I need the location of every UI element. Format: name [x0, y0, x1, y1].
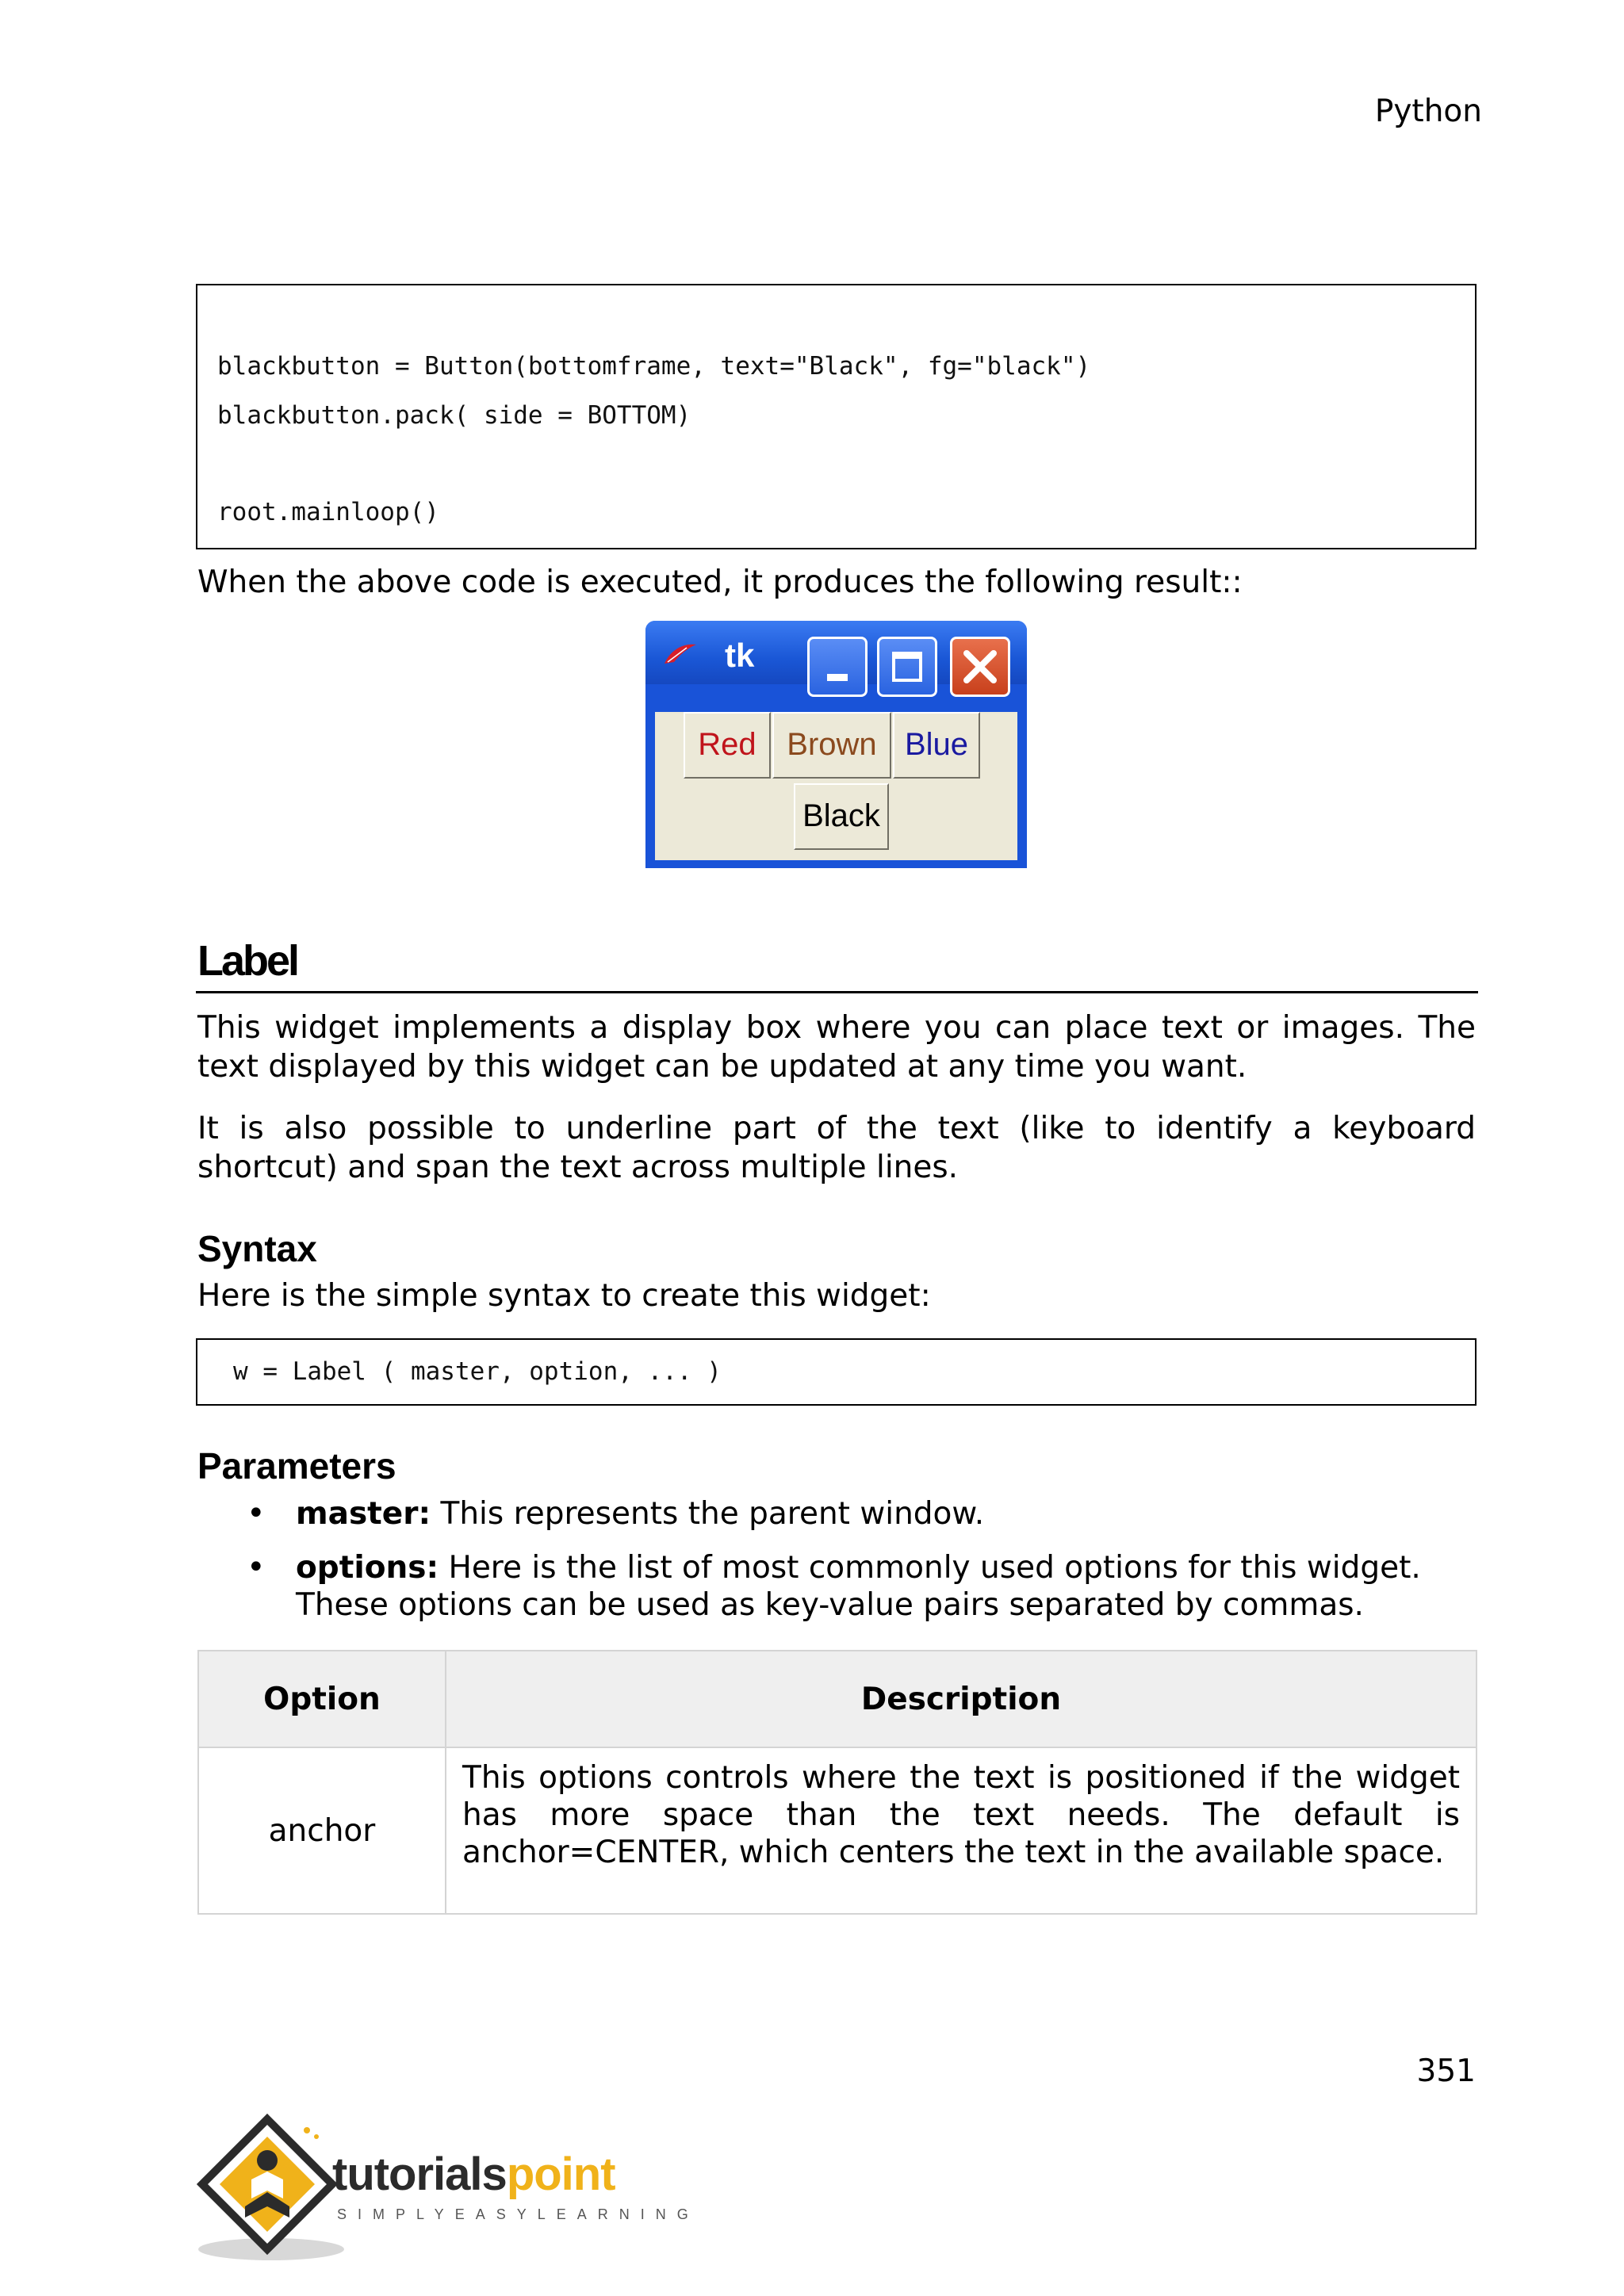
tk-window-screenshot [645, 621, 1027, 868]
code-block [196, 284, 1477, 549]
column-header-option: Option [198, 1651, 446, 1747]
list-item [296, 1549, 1477, 1624]
brown-button[interactable]: Brown [772, 712, 891, 779]
close-icon[interactable] [950, 637, 1010, 697]
parameters-heading: Parameters [197, 1445, 396, 1487]
logo-tagline: SIMPLYEASYLEARNING [337, 2206, 699, 2222]
syntax-code-block [196, 1338, 1477, 1406]
param-term: options: [296, 1550, 439, 1586]
paragraph: This widget implements a display box where you can place text or images. The text displayed by this widget can be updated at any time you want. [197, 1010, 1476, 1085]
paragraph: It is also possible to underline part of the text (like to identify a keyboard shortcut) and span the text across multiple lines. [197, 1111, 1476, 1185]
bullet-icon: • [247, 1549, 266, 1586]
table-header-row [198, 1651, 1477, 1747]
code-line: blackbutton = Button(bottomframe, text="Black", fg="black") [217, 352, 1091, 381]
result-intro: When the above code is executed, it produces the following result:: [197, 564, 1243, 600]
logo-text-right: point [506, 2149, 615, 2200]
tutorialspoint-logo [196, 2113, 699, 2263]
options-table [197, 1650, 1477, 1915]
tk-window-title: tk [725, 637, 755, 674]
blue-button[interactable]: Blue [893, 712, 980, 779]
code-line: w = Label ( master, option, ... ) [233, 1357, 722, 1386]
syntax-intro: Here is the simple syntax to create this widget: [197, 1278, 931, 1314]
table-cell-option: anchor [198, 1747, 446, 1914]
param-text: This represents the parent window. [431, 1496, 985, 1532]
syntax-heading: Syntax [197, 1228, 317, 1269]
black-button[interactable]: Black [794, 783, 889, 850]
bullet-icon: • [247, 1495, 266, 1532]
table-cell-description: This options controls where the text is positioned if the widget has more space than the text needs. The default is anchor=CENTER, which centers the text in the available space. [446, 1747, 1477, 1914]
param-text: Here is the list of most commonly used options for this widget. These options can be used as key-value pairs separated by commas. [296, 1550, 1421, 1623]
param-term: master: [296, 1496, 431, 1532]
code-line: root.mainloop() [217, 498, 439, 526]
table-row [198, 1747, 1477, 1914]
tk-feather-icon [663, 641, 698, 665]
section-title: Label [197, 937, 298, 985]
section-rule [196, 991, 1478, 993]
column-header-description: Description [446, 1651, 1477, 1747]
logo-text-left: tutorials [332, 2149, 507, 2200]
minimize-icon[interactable] [807, 637, 868, 697]
tk-titlebar [645, 621, 1027, 684]
running-header: Python [1374, 94, 1482, 129]
list-item [296, 1495, 1477, 1533]
page-number: 351 [1416, 2053, 1476, 2089]
maximize-icon[interactable] [877, 637, 937, 697]
tk-client-area [655, 712, 1017, 860]
code-line: blackbutton.pack( side = BOTTOM) [217, 401, 691, 430]
red-button[interactable]: Red [684, 712, 771, 779]
